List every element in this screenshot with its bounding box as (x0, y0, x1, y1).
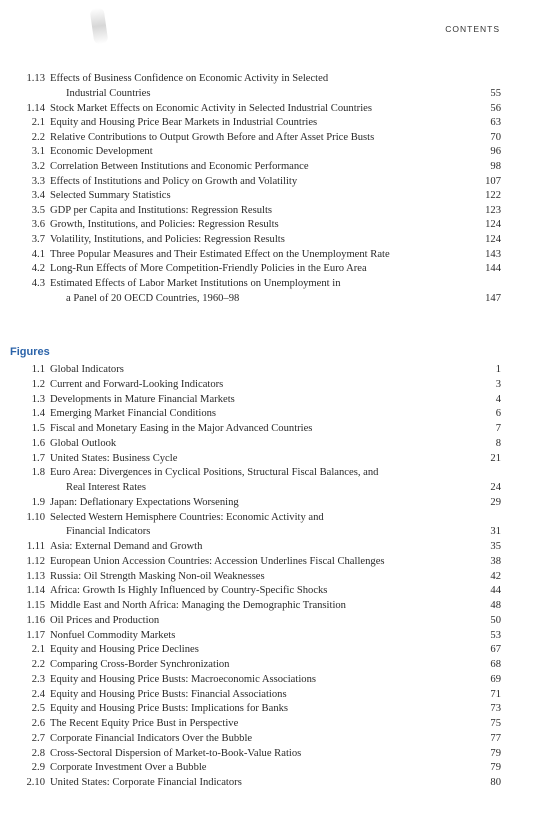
entry-title: Effects of Institutions and Policy on Growth and Volatility (50, 175, 298, 187)
toc-entry (0, 511, 550, 541)
entry-page-number: 75 (490, 718, 501, 730)
toc-entry (0, 378, 550, 393)
entry-number: 1.13 (26, 73, 45, 84)
entry-title-continued: Industrial Countries (66, 87, 151, 99)
toc-entry (0, 233, 550, 248)
entry-number: 1.14 (26, 585, 45, 597)
entry-number: 4.2 (31, 263, 45, 275)
figures-section (0, 343, 550, 791)
entry-page-number: 42 (490, 570, 501, 582)
entry-page-number: 48 (490, 600, 501, 612)
entry-page-number: 77 (490, 732, 501, 744)
entry-number: 1.3 (31, 393, 45, 405)
entry-page-number: 50 (490, 614, 501, 626)
toc-entry (0, 407, 550, 422)
toc-entry (0, 145, 550, 160)
entry-number: 3.4 (31, 190, 45, 202)
toc-entry (0, 131, 550, 146)
entry-number: 3.7 (31, 233, 45, 245)
entry-number: 1.6 (31, 437, 45, 449)
entry-title: Effects of Business Confidence on Economic Activity in Selected (50, 73, 329, 84)
entry-title: Equity and Housing Price Declines (50, 644, 199, 656)
entry-number: 2.3 (31, 673, 45, 685)
entry-number: 1.1 (31, 364, 45, 375)
entry-title: Correlation Between Institutions and Economic Performance (50, 160, 309, 172)
entry-title: Middle East and North Africa: Managing the Demographic Transition (50, 600, 346, 611)
toc-entry (0, 614, 550, 629)
entry-page-number: 96 (490, 146, 501, 158)
entry-title: Comparing Cross-Border Synchronization (50, 659, 230, 670)
entry-number: 3.3 (31, 175, 45, 187)
entry-page-number: 67 (490, 644, 501, 656)
entry-page-number: 123 (485, 204, 501, 216)
entry-number: 2.8 (31, 747, 45, 759)
entry-number: 2.7 (31, 732, 45, 744)
entry-number: 1.10 (26, 511, 45, 523)
entry-page-number: 147 (485, 292, 501, 304)
entry-page-number: 53 (490, 629, 501, 641)
entry-title: Japan: Deflationary Expectations Worsening (50, 496, 239, 508)
entry-title: Cross-Sectoral Dispersion of Market-to-Book-Value Ratios (50, 747, 302, 759)
toc-entry (0, 262, 550, 277)
toc-entry (0, 248, 550, 263)
entry-number: 1.17 (26, 629, 45, 641)
entry-title: Relative Contributions to Output Growth Before and After Asset Price Busts (50, 131, 375, 143)
toc-entry (0, 496, 550, 511)
entry-title: European Union Accession Countries: Accession Underlines Fiscal Challenges (50, 555, 385, 567)
toc-entry (0, 673, 550, 688)
entry-number: 4.3 (31, 277, 45, 289)
entry-page-number: 4 (495, 393, 501, 405)
entry-page-number: 38 (490, 555, 501, 567)
entry-number: 2.10 (26, 777, 45, 788)
entry-number: 1.4 (31, 408, 45, 420)
entry-page-number: 1 (495, 364, 501, 376)
toc-entry (0, 363, 550, 378)
entry-page-number: 68 (490, 659, 501, 671)
toc-entry (0, 629, 550, 644)
toc-entry (0, 702, 550, 717)
toc-entry (0, 776, 550, 791)
entry-number: 2.1 (31, 117, 45, 129)
entry-number: 2.1 (31, 644, 45, 656)
entry-title: The Recent Equity Price Bust in Perspective (50, 718, 239, 729)
entry-number: 1.2 (31, 378, 45, 390)
toc-entry (0, 466, 550, 496)
entry-number: 4.1 (31, 248, 45, 260)
entry-page-number: 31 (490, 526, 501, 538)
toc-entry (0, 175, 550, 190)
entry-title: Stock Market Effects on Economic Activity in Selected Industrial Countries (50, 102, 372, 114)
entry-page-number: 63 (490, 117, 501, 129)
entry-title: Developments in Mature Financial Markets (50, 393, 235, 405)
toc-entry (0, 747, 550, 762)
entry-title: Economic Development (50, 146, 153, 158)
toc-entry (0, 658, 550, 673)
toc-entry (0, 393, 550, 408)
entry-title: Selected Summary Statistics (50, 190, 171, 202)
entry-title: Global Outlook (50, 437, 117, 449)
entry-number: 1.12 (26, 555, 45, 567)
toc-entry (0, 422, 550, 437)
entry-title: Corporate Investment Over a Bubble (50, 762, 207, 774)
toc-entry (0, 643, 550, 658)
entry-title: Long-Run Effects of More Competition-Friendly Policies in the Euro Area (50, 263, 367, 275)
entry-page-number: 21 (490, 452, 501, 464)
entry-page-number: 35 (490, 541, 501, 553)
entry-title: Growth, Institutions, and Policies: Regression Results (50, 219, 279, 231)
figures-list (0, 363, 550, 791)
entry-title: Equity and Housing Price Busts: Macroeconomic Associations (50, 673, 316, 685)
entry-title: Three Popular Measures and Their Estimated Effect on the Unemployment Rate (50, 248, 390, 260)
entry-page-number: 55 (490, 88, 501, 99)
toc-entry (0, 277, 550, 307)
section-heading-figures: Figures (10, 346, 50, 358)
entry-title: Oil Prices and Production (50, 614, 160, 626)
entry-page-number: 107 (485, 175, 501, 187)
entry-number: 2.6 (31, 718, 45, 729)
entry-title: Corporate Financial Indicators Over the Bubble (50, 732, 253, 744)
entry-title: Asia: External Demand and Growth (50, 541, 203, 552)
toc-entry (0, 72, 550, 102)
entry-title: Estimated Effects of Labor Market Institutions on Unemployment in (50, 277, 341, 289)
entry-page-number: 144 (485, 263, 501, 275)
entry-title: Equity and Housing Price Busts: Implications for Banks (50, 703, 289, 715)
entry-number: 2.4 (31, 688, 45, 700)
entry-title: Equity and Housing Price Busts: Financial Associations (50, 688, 287, 700)
toc-entry (0, 160, 550, 175)
entry-number: 2.2 (31, 131, 45, 143)
toc-entry (0, 717, 550, 732)
entry-title: Equity and Housing Price Bear Markets in Industrial Countries (50, 117, 318, 129)
entry-title: GDP per Capita and Institutions: Regression Results (50, 204, 273, 216)
entry-title: Nonfuel Commodity Markets (50, 629, 176, 641)
entry-number: 3.5 (31, 204, 45, 216)
entry-number: 1.13 (26, 570, 45, 582)
toc-entry (0, 102, 550, 117)
entry-page-number: 6 (495, 408, 501, 420)
toc-entry (0, 688, 550, 703)
entry-title: Euro Area: Divergences in Cyclical Positions, Structural Fiscal Balances, and (50, 467, 379, 479)
toc-entry (0, 761, 550, 776)
entry-page-number: 29 (490, 496, 501, 508)
entry-number: 1.15 (26, 600, 45, 611)
toc-entry (0, 189, 550, 204)
toc-entry (0, 218, 550, 233)
entry-title-continued: a Panel of 20 OECD Countries, 1960–98 (66, 292, 240, 304)
entry-number: 1.5 (31, 423, 45, 434)
running-head: CONTENTS (445, 24, 500, 34)
entry-number: 1.14 (26, 102, 45, 114)
toc-entry (0, 584, 550, 599)
entry-page-number: 124 (485, 219, 501, 231)
entry-title-continued: Real Interest Rates (66, 482, 147, 493)
entry-number: 2.9 (31, 762, 45, 774)
toc-entry (0, 452, 550, 467)
entry-number: 2.2 (31, 659, 45, 670)
entry-number: 1.16 (26, 614, 45, 626)
entry-number: 1.7 (31, 452, 45, 464)
toc-entry (0, 540, 550, 555)
entry-title: Russia: Oil Strength Masking Non-oil Weaknesses (50, 570, 265, 582)
toc-entry (0, 599, 550, 614)
scan-smudge (90, 7, 109, 45)
entry-page-number: 44 (490, 585, 501, 597)
entry-page-number: 79 (490, 762, 501, 774)
entry-page-number: 79 (490, 747, 501, 759)
entry-page-number: 69 (490, 673, 501, 685)
entry-title: Selected Western Hemisphere Countries: Economic Activity and (50, 511, 324, 523)
entry-page-number: 124 (485, 233, 501, 245)
entry-number: 2.5 (31, 703, 45, 715)
entry-number: 1.9 (31, 496, 45, 508)
entry-number: 3.6 (31, 219, 45, 231)
entry-title-continued: Financial Indicators (66, 526, 151, 538)
entry-page-number: 3 (495, 378, 501, 390)
entry-page-number: 73 (490, 703, 501, 715)
entry-page-number: 98 (490, 160, 501, 172)
toc-entry (0, 204, 550, 219)
toc-entry (0, 116, 550, 131)
entry-title: Current and Forward-Looking Indicators (50, 378, 224, 390)
entry-number: 3.2 (31, 160, 45, 172)
toc-entry (0, 555, 550, 570)
entry-title: Fiscal and Monetary Easing in the Major Advanced Countries (50, 423, 313, 434)
entry-page-number: 56 (490, 102, 501, 114)
toc-entry (0, 437, 550, 452)
entry-title: Emerging Market Financial Conditions (50, 408, 217, 420)
entry-page-number: 70 (490, 131, 501, 143)
entry-title: United States: Corporate Financial Indicators (50, 777, 242, 788)
entry-page-number: 80 (490, 777, 501, 789)
toc-entry (0, 570, 550, 585)
entry-title: United States: Business Cycle (50, 452, 178, 464)
entry-title: Africa: Growth Is Highly Influenced by Country-Specific Shocks (50, 585, 328, 597)
entry-page-number: 8 (495, 437, 501, 449)
entry-page-number: 71 (490, 688, 501, 700)
tables-list (0, 72, 550, 306)
entry-number: 3.1 (31, 146, 45, 158)
entry-number: 1.8 (31, 467, 45, 479)
toc-entry (0, 732, 550, 747)
entry-number: 1.11 (26, 541, 45, 552)
entry-page-number: 143 (485, 248, 501, 260)
entry-page-number: 122 (485, 190, 501, 202)
entry-title: Volatility, Institutions, and Policies: Regression Results (50, 233, 285, 245)
entry-title: Global Indicators (50, 364, 124, 375)
entry-page-number: 24 (490, 482, 501, 494)
entry-page-number: 7 (495, 423, 501, 435)
